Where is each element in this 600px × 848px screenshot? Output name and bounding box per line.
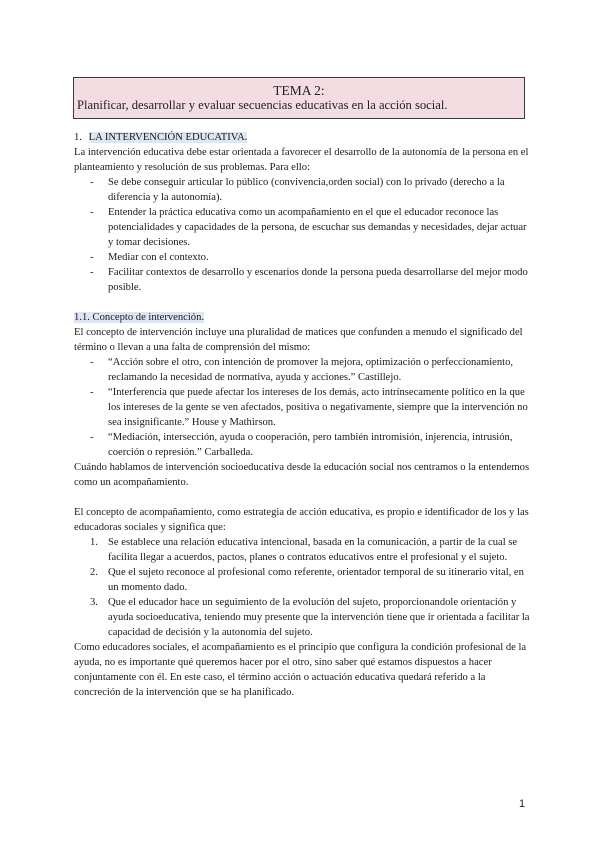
- dash-marker: -: [90, 387, 94, 398]
- section-1-heading: [74, 130, 532, 145]
- list-item-text: Se debe conseguir articular lo público (convivencia,orden social) con lo privado (derecho a la diferencia y la autonomía).: [108, 177, 505, 203]
- section-1-1-heading-text: 1.1. Concepto de intervención.: [74, 312, 205, 323]
- page-number: 1: [519, 798, 526, 810]
- dash-marker: -: [90, 207, 94, 218]
- topic-number: TEMA 2:: [273, 83, 325, 98]
- list-item-text: “Interferencia que puede afectar los intereses de los demás, acto intrínsecamente político en la que los intereses de la gente se ven afectados, positiva o negativamente, siempre que la intervención no sea insignificante.” House y Mathirson.: [108, 387, 528, 428]
- section-1-list: [74, 175, 532, 295]
- section-1-1-intro: El concepto de intervención incluye una pluralidad de matices que confunden a menudo el significado del término o llevan a una falta de comprensión del mismo:: [74, 327, 523, 353]
- document-body: [74, 130, 532, 700]
- closing-paragraph: Como educadores sociales, el acompañamiento es el principio que configura la condición profesional de la ayuda, no es importante qué queremos hacer por el otro, sino saber qué estamos dispuestos a hacer conjuntamente con él. En este caso, el término acción o actuación educativa quedará referido a la concreción de la intervención que se ha planificado.: [74, 642, 527, 698]
- list-item: [74, 595, 532, 640]
- list-item: [74, 385, 532, 430]
- list-item: [74, 535, 532, 565]
- list-item: [74, 430, 532, 460]
- list-number: 3.: [90, 597, 98, 608]
- list-item-text: “Acción sobre el otro, con intención de promover la mejora, optimización o perfeccionamiento, reclamando la necesidad de normativa, ayuda y acciones.” Castillejo.: [108, 357, 514, 383]
- list-item: [74, 565, 532, 595]
- section-1-1-heading: [74, 310, 532, 325]
- list-item-text: Entender la práctica educativa como un acompañamiento en el que el educador reconoce las potencialidades y capacidades de la persona, de escuchar sus demandas y necesidades, dejar actuar y tomar decisiones.: [108, 207, 527, 248]
- title-box: [73, 77, 525, 119]
- list-item: [74, 250, 532, 265]
- list-item: [74, 205, 532, 250]
- dash-marker: -: [90, 357, 94, 368]
- list-item-text: Que el educador hace un seguimiento de la evolución del sujeto, proporcionandole orientación y ayuda socioeducativa, teniendo muy presente que la intervención tiene que ir orientada a facilitar la capacidad de decisión y la autonomía del sujeto.: [108, 597, 530, 638]
- section-1-heading-text: LA INTERVENCIÓN EDUCATIVA.: [88, 132, 248, 143]
- list-item-text: Se establece una relación educativa intencional, basada en la comunicación, a partir de la cual se facilita llegar a acuerdos, pactos, planes o contratos educativos entre el profesional y el sujeto.: [108, 537, 518, 563]
- dash-marker: -: [90, 432, 94, 443]
- accompaniment-list: [74, 535, 532, 640]
- definitions-list: [74, 355, 532, 460]
- dash-marker: -: [90, 267, 94, 278]
- topic-title: Planificar, desarrollar y evaluar secuencias educativas en la acción social.: [77, 98, 448, 112]
- section-1-intro: La intervención educativa debe estar orientada a favorecer el desarrollo de la autonomía de la persona en el planteamiento y resolución de sus problemas. Para ello:: [74, 147, 529, 173]
- list-item: [74, 265, 532, 295]
- list-number: 1.: [90, 537, 98, 548]
- list-item-text: Mediar con el contexto.: [108, 252, 209, 263]
- list-item-text: Facilitar contextos de desarrollo y escenarios donde la persona pueda desarrollarse del mejor modo posible.: [108, 267, 528, 293]
- dash-marker: -: [90, 177, 94, 188]
- list-item: [74, 355, 532, 385]
- section-1-number: 1.: [74, 132, 82, 143]
- accompaniment-paragraph: El concepto de acompañamiento, como estrategia de acción educativa, es propio e identificador de los y las educadoras sociales y significa que:: [74, 507, 529, 533]
- dash-marker: -: [90, 252, 94, 263]
- list-item: [74, 175, 532, 205]
- list-item-text: Que el sujeto reconoce al profesional como referente, orientador temporal de su itinerario vital, en un momento dado.: [108, 567, 524, 593]
- list-item-text: “Mediación, intersección, ayuda o cooperación, pero también intromisión, injerencia, intrusión, coerción o represión.” Carballeda.: [108, 432, 513, 458]
- intervention-closing: Cuándo hablamos de intervención socioeducativa desde la educación social nos centramos o la entendemos como un acompañamiento.: [74, 462, 530, 488]
- list-number: 2.: [90, 567, 98, 578]
